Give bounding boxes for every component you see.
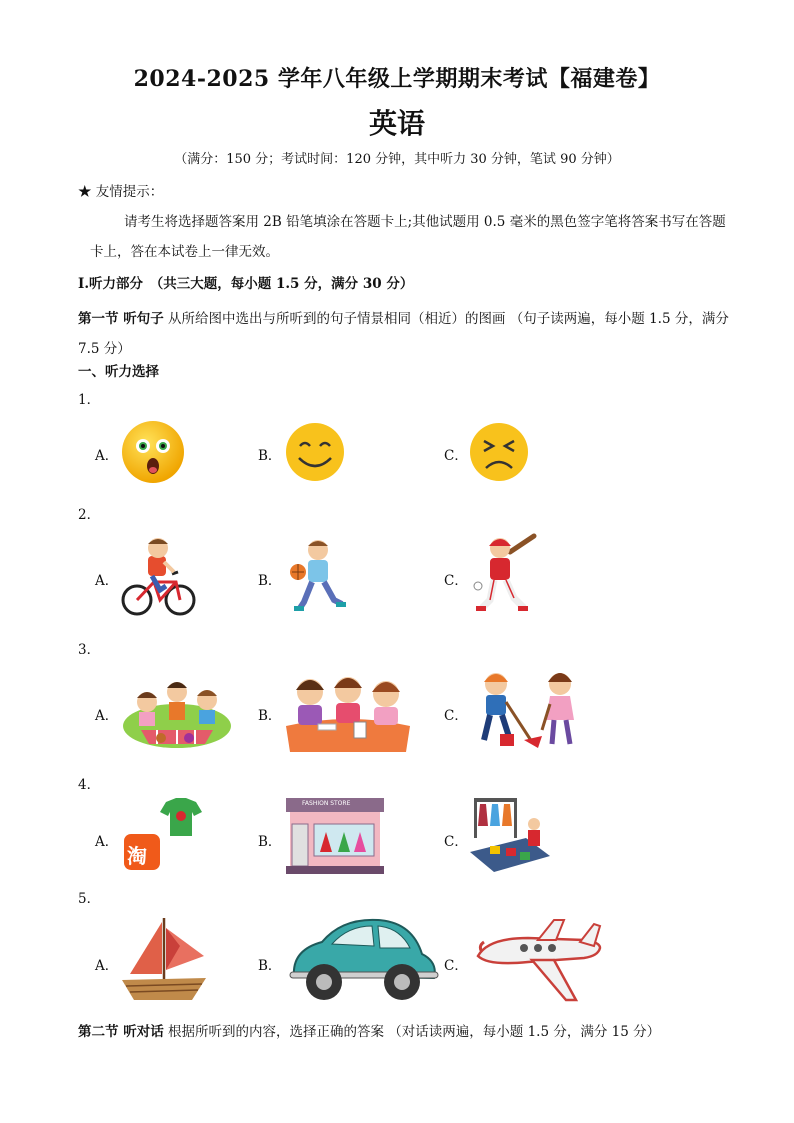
question-number: 1． <box>78 392 101 408</box>
subject-title: 英语 <box>368 107 425 140</box>
boy-playing-baseball-icon <box>470 534 536 616</box>
boy-riding-bike-icon <box>120 534 196 616</box>
option-label: B． <box>258 448 282 464</box>
option-label: A． <box>95 573 119 589</box>
question-number: 3． <box>78 642 101 658</box>
listening-heading: 一、听力选择 <box>78 364 159 380</box>
option-label: B． <box>258 834 282 850</box>
section-2-text: 根据所听到的内容，选择正确的答案 （对话读两遍，每小题 1.5 分，满分 15 分） <box>163 1024 661 1040</box>
option-label: A． <box>95 708 119 724</box>
option-label: C． <box>444 708 468 724</box>
sad-emoji-icon <box>468 422 530 482</box>
kids-at-table-icon <box>286 668 410 752</box>
street-market-icon <box>470 798 550 872</box>
kids-picnic-icon <box>121 668 233 750</box>
option-label: C． <box>444 448 468 464</box>
option-label: C． <box>444 958 468 974</box>
tips-line-2: 卡上，答在本试卷上一律无效。 <box>90 244 279 260</box>
option-label: C． <box>444 573 468 589</box>
exam-meta: （满分：150 分；考试时间：120 分钟，其中听力 30 分钟，笔试 90 分钟） <box>174 152 620 167</box>
surprised-emoji-icon <box>120 420 186 484</box>
part-heading: I.听力部分 （共三大题，每小题 1.5 分，满分 30 分） <box>78 276 414 292</box>
section-2-label: 第二节 听对话 <box>78 1024 164 1040</box>
airplane-icon <box>468 916 602 1006</box>
kids-sweeping-icon <box>470 668 584 752</box>
exam-title: 2024-2025 学年八年级上学期期末考试【福建卷】 <box>133 66 661 92</box>
option-label: A． <box>95 448 119 464</box>
smiling-emoji-icon <box>284 422 346 482</box>
question-number: 2． <box>78 507 101 523</box>
option-label: B． <box>258 708 282 724</box>
question-number: 5． <box>78 891 101 907</box>
section-1-instructions <box>78 304 738 364</box>
section-1-text: 从所给图中选出与所听到的句子情景相同（相近）的图画 （句子读两遍，每小题 1.5 分，满分 7.5 分） <box>78 311 729 357</box>
app-icon-text: 淘 <box>127 844 147 868</box>
section-1-label: 第一节 听句子 <box>78 311 164 327</box>
store-sign: FASHION STORE <box>302 800 351 807</box>
option-label: A． <box>95 958 119 974</box>
fashion-store-icon <box>286 798 384 874</box>
tips-line-1: 请考生将选择题答案用 2B 铅笔填涂在答题卡上;其他试题用 0.5 毫米的黑色签字笔将答案书写在答题 <box>124 214 726 230</box>
section-2-instructions <box>78 1020 660 1040</box>
option-label: B． <box>258 573 282 589</box>
option-label: B． <box>258 958 282 974</box>
sailboat-icon <box>120 916 208 1004</box>
question-number: 4． <box>78 777 101 793</box>
car-icon <box>282 914 438 1004</box>
option-label: A． <box>95 834 119 850</box>
boy-playing-basketball-icon <box>286 538 348 618</box>
option-label: C． <box>444 834 468 850</box>
tips-heading: ★ 友情提示： <box>78 184 164 200</box>
